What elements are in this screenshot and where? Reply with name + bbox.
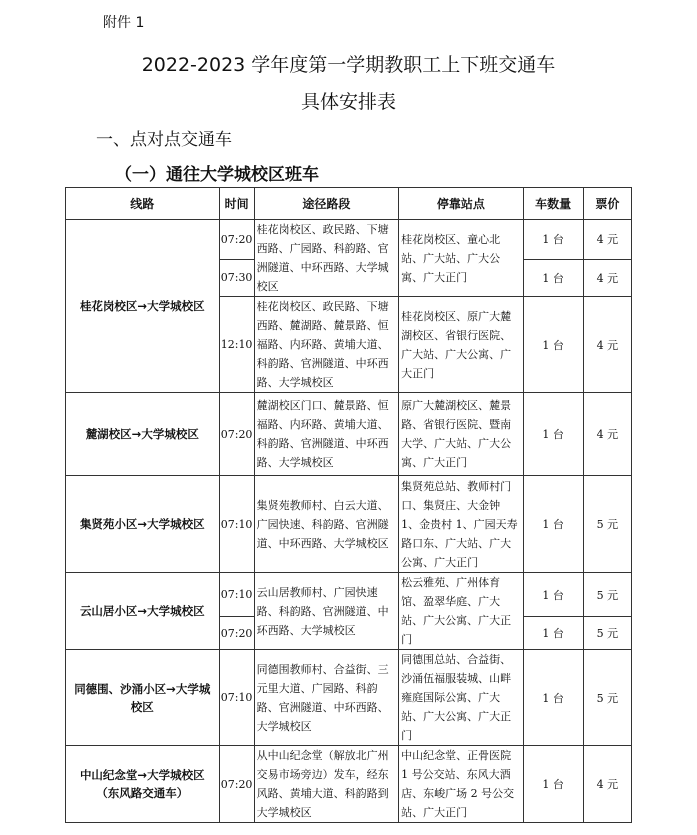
cars-cell: 1 台	[523, 297, 583, 393]
time-cell: 07:30	[219, 259, 254, 296]
price-cell: 4 元	[583, 746, 631, 823]
path-cell: 从中山纪念堂（解放北广州交易市场旁边）发车，经东风路、黄埔大道、科韵路到大学城校区	[254, 746, 399, 823]
route-cell: 中山纪念堂→大学城校区（东风路交通车）	[66, 746, 220, 823]
header-stops: 停靠站点	[399, 188, 523, 220]
table-header-row	[66, 188, 632, 220]
document-subtitle: 具体安排表	[300, 91, 396, 113]
route-cell: 桂花岗校区→大学城校区	[66, 220, 220, 393]
table-row	[66, 220, 632, 260]
attachment-label: 附件 1	[103, 15, 145, 31]
time-cell: 07:20	[219, 220, 254, 260]
stops-cell: 桂花岗校区、原广大麓湖校区、省银行医院、广大站、广大公寓、广大正门	[399, 297, 523, 393]
time-cell: 07:20	[219, 746, 254, 823]
section-heading: 一、点对点交通车	[96, 130, 232, 150]
header-cars: 车数量	[523, 188, 583, 220]
route-cell: 麓湖校区→大学城校区	[66, 393, 220, 476]
stops-cell: 集贤苑总站、教师村门口、集贤庄、大金钟 1、金贵村 1、广园天寿路口东、广大站、广大公寓、广大正门	[399, 476, 523, 573]
route-cell: 集贤苑小区→大学城校区	[66, 476, 220, 573]
route-cell: 同德围、沙涌小区→大学城校区	[66, 650, 220, 746]
stops-cell: 桂花岗校区、童心北站、广大站、广大公寓、广大正门	[399, 220, 523, 297]
table-row	[66, 476, 632, 573]
path-cell: 桂花岗校区、政民路、下塘西路、广园路、科韵路、官洲隧道、中环西路、大学城校区	[254, 220, 399, 297]
table-row	[66, 393, 632, 476]
table-row	[66, 746, 632, 823]
document-title: 2022-2023 学年度第一学期教职工上下班交通车	[141, 54, 556, 76]
time-cell: 07:20	[219, 617, 254, 650]
cars-cell: 1 台	[523, 617, 583, 650]
header-path: 途径路段	[254, 188, 399, 220]
price-cell: 4 元	[583, 297, 631, 393]
header-route: 线路	[66, 188, 220, 220]
price-cell: 4 元	[583, 259, 631, 296]
path-cell: 云山居教师村、广园快速路、科韵路、官洲隧道、中环西路、大学城校区	[254, 573, 399, 650]
route-cell: 云山居小区→大学城校区	[66, 573, 220, 650]
price-cell: 5 元	[583, 476, 631, 573]
cars-cell: 1 台	[523, 220, 583, 260]
path-cell: 麓湖校区门口、麓景路、恒福路、内环路、黄埔大道、科韵路、官洲隧道、中环西路、大学城校区	[254, 393, 399, 476]
cars-cell: 1 台	[523, 259, 583, 296]
stops-cell: 同德围总站、合益街、沙涌伍福服装城、山畔雍庭国际公寓、广大站、广大公寓、广大正门	[399, 650, 523, 746]
cars-cell: 1 台	[523, 476, 583, 573]
path-cell: 同德围教师村、合益街、三元里大道、广园路、科韵路、官洲隧道、中环西路、大学城校区	[254, 650, 399, 746]
stops-cell: 松云雅苑、广州体育馆、盈翠华庭、广大站、广大公寓、广大正门	[399, 573, 523, 650]
price-cell: 5 元	[583, 573, 631, 617]
time-cell: 07:20	[219, 393, 254, 476]
cars-cell: 1 台	[523, 746, 583, 823]
table-row	[66, 650, 632, 746]
header-price: 票价	[583, 188, 631, 220]
price-cell: 4 元	[583, 393, 631, 476]
time-cell: 12:10	[219, 297, 254, 393]
cars-cell: 1 台	[523, 393, 583, 476]
header-time: 时间	[219, 188, 254, 220]
subsection-heading: （一）通往大学城校区班车	[115, 165, 319, 185]
time-cell: 07:10	[219, 573, 254, 617]
time-cell: 07:10	[219, 476, 254, 573]
cars-cell: 1 台	[523, 650, 583, 746]
path-cell: 集贤苑教师村、白云大道、广园快速、科韵路、官洲隧道、中环西路、大学城校区	[254, 476, 399, 573]
path-cell: 桂花岗校区、政民路、下塘西路、麓湖路、麓景路、恒福路、内环路、黄埔大道、科韵路、官洲隧道、中环西路、大学城校区	[254, 297, 399, 393]
stops-cell: 原广大麓湖校区、麓景路、省银行医院、暨南大学、广大站、广大公寓、广大正门	[399, 393, 523, 476]
price-cell: 5 元	[583, 650, 631, 746]
price-cell: 4 元	[583, 220, 631, 260]
shuttle-schedule-table	[65, 187, 632, 823]
time-cell: 07:10	[219, 650, 254, 746]
price-cell: 5 元	[583, 617, 631, 650]
stops-cell: 中山纪念堂、正骨医院 1 号公交站、东风大酒店、东峻广场 2 号公交站、广大正门	[399, 746, 523, 823]
table-row	[66, 573, 632, 617]
cars-cell: 1 台	[523, 573, 583, 617]
